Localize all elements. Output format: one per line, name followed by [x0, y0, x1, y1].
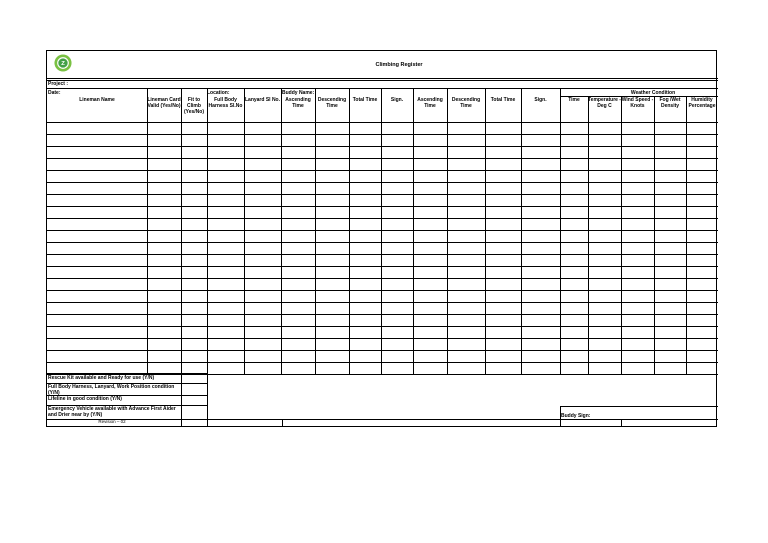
grid-line	[560, 88, 561, 374]
project-label: Project :	[48, 81, 69, 87]
weather-condition-label: Weather Condition	[630, 90, 676, 96]
page-title: Climbing Register	[375, 62, 423, 68]
checklist-item-emergency-vehicle: Emergency Vehicle available with Advance First Aider and Drier near by (Y/N)	[48, 406, 176, 418]
company-logo	[54, 54, 72, 72]
grid-line	[181, 373, 182, 427]
checklist-item-lifeline: Lifeline in good condition (Y/N)	[48, 396, 122, 402]
col-header-wind-speed: Wind Speed - Knots	[621, 97, 654, 109]
grid-line	[147, 88, 148, 374]
col-header-total-time-1: Total Time	[352, 97, 378, 103]
grid-line	[621, 419, 622, 427]
grid-line	[686, 96, 687, 374]
date-label: Date:	[48, 90, 61, 96]
col-header-card-valid: Lineman Card Valid (Yes/No)	[147, 97, 181, 109]
col-header-ascending-time-1: Ascending Time	[285, 97, 311, 109]
grid-line	[315, 88, 316, 374]
grid-line	[47, 419, 718, 420]
grid-line	[560, 406, 718, 407]
col-header-lineman-name: Lineman Name	[79, 97, 115, 103]
location-label: Location:	[207, 90, 230, 96]
buddy-sign-label: Buddy Sign:	[561, 413, 591, 419]
col-header-fog-density: Fog /Wet Density	[659, 97, 681, 109]
grid-line	[47, 373, 208, 374]
col-header-sign-1: Sign.	[390, 97, 404, 103]
col-header-descending-time-2: Descending Time	[451, 97, 481, 109]
grid-line	[521, 88, 522, 374]
col-header-lanyard-slno: Lanyard Sl No.	[244, 97, 280, 103]
grid-line	[244, 88, 245, 374]
col-header-harness-slno: Full Body Harness Sl.No	[208, 97, 243, 109]
col-header-humidity: Humidity Percentage	[688, 97, 716, 109]
grid-line	[621, 96, 622, 374]
svg-text:Z: Z	[61, 61, 65, 68]
grid-line	[282, 419, 283, 427]
col-header-total-time-2: Total Time	[490, 97, 516, 103]
col-header-temperature: Temperature - Deg C	[588, 97, 621, 109]
checklist-item-rescue-kit: Rescue Kit available and Ready for use (Y/N)	[48, 375, 155, 381]
grid-line	[447, 88, 448, 374]
col-header-fit-to-climb: Fit to Climb (Yes/No)	[183, 97, 204, 115]
col-header-time: Time	[568, 97, 580, 103]
grid-line	[588, 96, 589, 374]
grid-line	[281, 88, 282, 374]
col-header-descending-time-1: Descending Time	[317, 97, 347, 109]
revision-label: Revision – 02	[98, 419, 126, 424]
grid-line	[207, 88, 208, 374]
grid-line	[413, 88, 414, 374]
grid-line	[654, 96, 655, 374]
grid-line	[349, 88, 350, 374]
grid-line	[381, 88, 382, 374]
checklist-item-harness-condition: Full Body Harness, Lanyard, Work Position condition (Y/N)	[48, 384, 175, 396]
grid-line	[181, 88, 182, 374]
col-header-sign-2: Sign.	[534, 97, 547, 103]
climbing-register-sheet	[46, 50, 717, 427]
col-header-ascending-time-2: Ascending Time	[417, 97, 443, 109]
grid-line	[485, 88, 486, 374]
buddy-name-label: Buddy Name:	[282, 90, 315, 96]
grid-line	[207, 373, 208, 427]
